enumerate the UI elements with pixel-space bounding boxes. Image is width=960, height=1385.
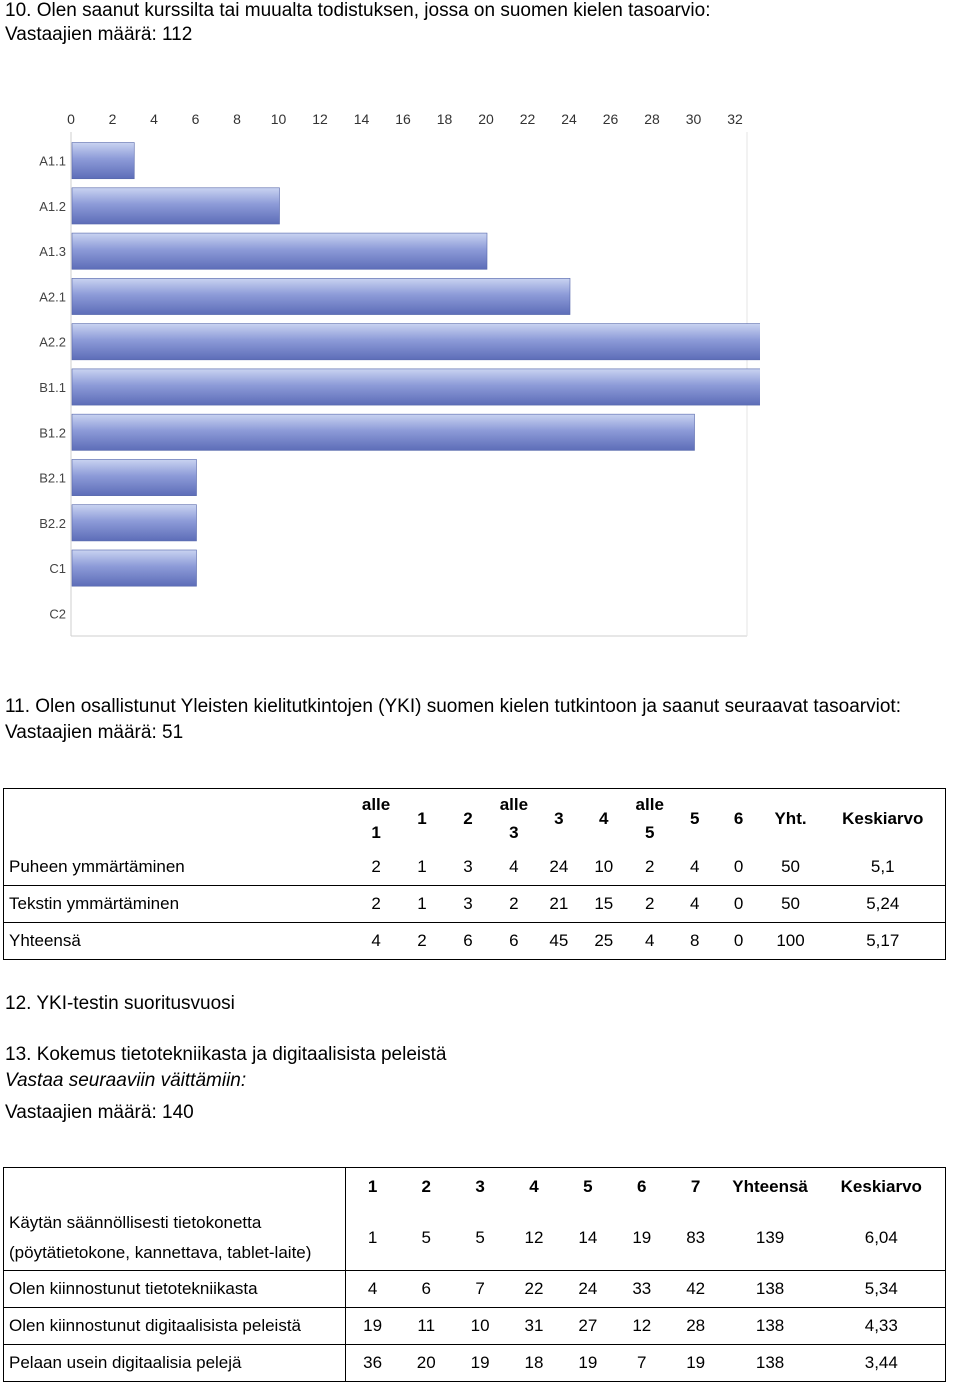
q13-cell: 12	[615, 1308, 669, 1345]
bar-B2.1	[72, 459, 197, 495]
q11-cell: 5,17	[821, 923, 946, 960]
bar-A2.1	[72, 278, 570, 314]
x-tick-label: 0	[67, 111, 75, 127]
category-label: B2.2	[39, 515, 66, 531]
q13-cell: 138	[723, 1345, 818, 1382]
q13-table-row	[4, 1345, 946, 1382]
q13-cell: 3,44	[818, 1345, 946, 1382]
q11-cell: 2	[371, 857, 381, 876]
category-label: C2	[49, 606, 66, 622]
q11-header-5: 5	[689, 809, 700, 828]
q11-row-label: Puheen ymmärtäminen	[9, 857, 185, 876]
q11-cell: 25	[581, 923, 627, 960]
q13-table	[3, 1167, 946, 1382]
q13-respondents: Vastaajien määrä: 140	[5, 1102, 194, 1123]
q11-cell: 4	[353, 923, 399, 960]
q11-cell: 4	[673, 886, 717, 923]
q13-cell: 36	[345, 1345, 399, 1382]
q13-header-average: Keskiarvo	[840, 1177, 922, 1196]
q13-cell: 5,34	[818, 1271, 946, 1308]
q11-table-row	[4, 923, 946, 960]
q11-cell: 45	[537, 923, 581, 960]
category-label: C1	[49, 561, 66, 577]
q11-cell: 24	[549, 857, 569, 876]
q13-cell: 19	[632, 1228, 652, 1247]
x-tick-label: 30	[685, 111, 702, 127]
q11-header-total: Yht.	[774, 809, 807, 828]
q11-header-alle3: alle 3	[499, 795, 529, 842]
q11-cell: 4	[689, 857, 700, 876]
q13-cell: 28	[669, 1308, 723, 1345]
q13-header-empty	[4, 1168, 346, 1207]
x-tick-label: 26	[602, 111, 619, 127]
q11-cell: 50	[761, 886, 821, 923]
q13-cell: 7	[615, 1345, 669, 1382]
q13-cell: 33	[615, 1271, 669, 1308]
q11-cell: 4	[627, 923, 673, 960]
x-tick-label: 22	[519, 111, 536, 127]
q11-cell: 100	[761, 923, 821, 960]
q13-cell: 4	[345, 1271, 399, 1308]
q11-header-4: 4	[599, 809, 609, 828]
q11-header-6: 6	[733, 809, 744, 828]
q13-header-row	[4, 1168, 946, 1207]
q11-cell: 5,24	[821, 886, 946, 923]
bar-B1.1	[72, 369, 760, 405]
q10-respondents: Vastaajien määrä: 112	[5, 24, 193, 45]
q13-cell: 19	[669, 1345, 723, 1382]
q13-header-cell: 6	[637, 1177, 647, 1196]
q13-table-row	[4, 1271, 946, 1308]
q13-cell: 42	[669, 1271, 723, 1308]
x-tick-label: 32	[727, 111, 743, 127]
q10-bar-chart	[0, 98, 760, 643]
q11-header-average: Keskiarvo	[842, 809, 924, 828]
q11-cell: 6	[445, 923, 491, 960]
q13-row-label: Olen kiinnostunut digitaalisista peleistä	[4, 1308, 346, 1345]
q13-row-label: Käytän säännöllisesti tietokonetta (pöytätietokone, kannettava, tablet-laite)	[4, 1206, 346, 1271]
x-tick-label: 6	[191, 111, 200, 127]
q13-cell: 19	[453, 1345, 507, 1382]
q11-cell: 2	[645, 857, 655, 876]
q11-cell: 2	[399, 923, 445, 960]
q11-header-1: 1	[417, 809, 427, 828]
q13-cell: 83	[686, 1228, 706, 1247]
q11-header-2: 2	[463, 809, 473, 828]
q13-cell: 6,04	[864, 1228, 898, 1247]
bar-C1	[72, 550, 197, 586]
x-tick-label: 18	[436, 111, 453, 127]
q11-header-alle5: alle 5	[635, 795, 664, 842]
x-tick-label: 12	[312, 111, 328, 127]
q13-cell: 31	[507, 1308, 561, 1345]
category-label: B1.1	[39, 380, 66, 395]
q13-cell: 27	[561, 1308, 615, 1345]
q13-cell: 19	[561, 1345, 615, 1382]
q11-row-label: Tekstin ymmärtäminen	[4, 886, 354, 923]
q13-cell: 6	[399, 1271, 453, 1308]
q11-cell: 21	[537, 886, 581, 923]
q13-header-cell: 3	[475, 1177, 485, 1196]
q13-cell: 10	[453, 1308, 507, 1345]
q13-cell: 4,33	[818, 1308, 946, 1345]
q13-row-label: Olen kiinnostunut tietotekniikasta	[4, 1271, 346, 1308]
bar-A1.2	[72, 188, 280, 224]
q13-cell: 20	[399, 1345, 453, 1382]
q13-cell: 19	[345, 1308, 399, 1345]
q11-table	[3, 788, 946, 960]
q13-table-row	[4, 1308, 946, 1345]
q13-cell: 18	[507, 1345, 561, 1382]
category-label: A2.2	[39, 334, 66, 350]
q11-cell: 0	[717, 886, 761, 923]
x-tick-label: 20	[478, 111, 494, 127]
category-label: B2.1	[39, 470, 66, 486]
q13-cell: 138	[723, 1308, 818, 1345]
q13-cell: 5	[475, 1228, 485, 1247]
q11-cell: 10	[594, 857, 614, 876]
q11-respondents: Vastaajien määrä: 51	[5, 722, 184, 743]
q13-cell: 14	[578, 1228, 598, 1247]
q13-table-row	[4, 1206, 946, 1271]
q13-header-cell: 4	[529, 1177, 539, 1196]
q13-instruction: Vastaa seuraaviin väittämiin:	[5, 1070, 247, 1091]
x-tick-label: 14	[353, 111, 370, 127]
bar-B2.2	[72, 505, 197, 541]
q11-row-label: Yhteensä	[4, 923, 354, 960]
q13-header-cell: 1	[367, 1177, 378, 1196]
q11-cell: 15	[581, 886, 627, 923]
q11-cell: 8	[673, 923, 717, 960]
x-tick-label: 2	[108, 111, 117, 127]
bar-A1.1	[72, 143, 134, 179]
q11-header-row	[4, 789, 946, 850]
q13-cell: 5	[421, 1228, 431, 1247]
category-label: A2.1	[39, 289, 66, 305]
q11-cell: 4	[509, 857, 519, 876]
q11-cell: 3	[445, 886, 491, 923]
x-tick-label: 10	[270, 111, 287, 127]
bar-A1.3	[72, 233, 487, 269]
q13-cell: 12	[524, 1228, 544, 1247]
q11-table-row	[4, 886, 946, 923]
q11-header-empty	[4, 789, 354, 850]
q12-title: 12. YKI-testin suoritusvuosi	[5, 993, 235, 1014]
q11-header-alle1: alle 1	[361, 795, 391, 842]
q11-header-3: 3	[554, 809, 564, 828]
q13-cell: 24	[561, 1271, 615, 1308]
q11-cell: 0	[733, 857, 744, 876]
q13-cell: 11	[399, 1308, 453, 1345]
q13-header-cell: 7	[690, 1177, 701, 1196]
q13-header-total: Yhteensä	[732, 1177, 808, 1196]
q13-header-cell: 2	[421, 1177, 431, 1196]
q11-table-row	[4, 849, 946, 886]
q10-title: 10. Olen saanut kurssilta tai muualta todistuksen, jossa on suomen kielen tasoarvio:	[5, 0, 711, 21]
q13-cell: 7	[453, 1271, 507, 1308]
bar-B1.2	[72, 414, 695, 450]
q11-cell: 1	[417, 857, 427, 876]
bar-A2.2	[72, 324, 760, 360]
q11-cell: 6	[491, 923, 537, 960]
q13-cell: 22	[507, 1271, 561, 1308]
q11-cell: 0	[717, 923, 761, 960]
q11-cell: 50	[781, 857, 800, 876]
q11-title: 11. Olen osallistunut Yleisten kielitutkintojen (YKI) suomen kielen tutkintoon ja saanut seuraavat tasoarviot:	[5, 696, 901, 717]
x-tick-label: 24	[561, 111, 577, 127]
x-tick-label: 4	[150, 111, 158, 127]
category-label: A1.3	[39, 244, 66, 260]
category-label: A1.1	[39, 153, 66, 169]
q11-cell: 5,1	[870, 857, 895, 876]
q11-cell: 2	[353, 886, 399, 923]
q13-title: 13. Kokemus tietotekniikasta ja digitaalisista peleistä	[5, 1044, 447, 1065]
q13-cell: 138	[723, 1271, 818, 1308]
q11-cell: 3	[463, 857, 473, 876]
q11-cell: 1	[399, 886, 445, 923]
q13-cell: 139	[755, 1228, 785, 1247]
x-tick-label: 28	[644, 111, 660, 127]
x-tick-label: 8	[233, 111, 241, 127]
q11-cell: 2	[491, 886, 537, 923]
q13-cell: 1	[367, 1228, 378, 1247]
q13-header-cell: 5	[583, 1177, 593, 1196]
x-tick-label: 16	[395, 111, 411, 127]
category-label: A1.2	[39, 198, 66, 214]
q11-cell: 2	[627, 886, 673, 923]
q13-row-label: Pelaan usein digitaalisia pelejä	[4, 1345, 346, 1382]
category-label: B1.2	[39, 425, 66, 441]
